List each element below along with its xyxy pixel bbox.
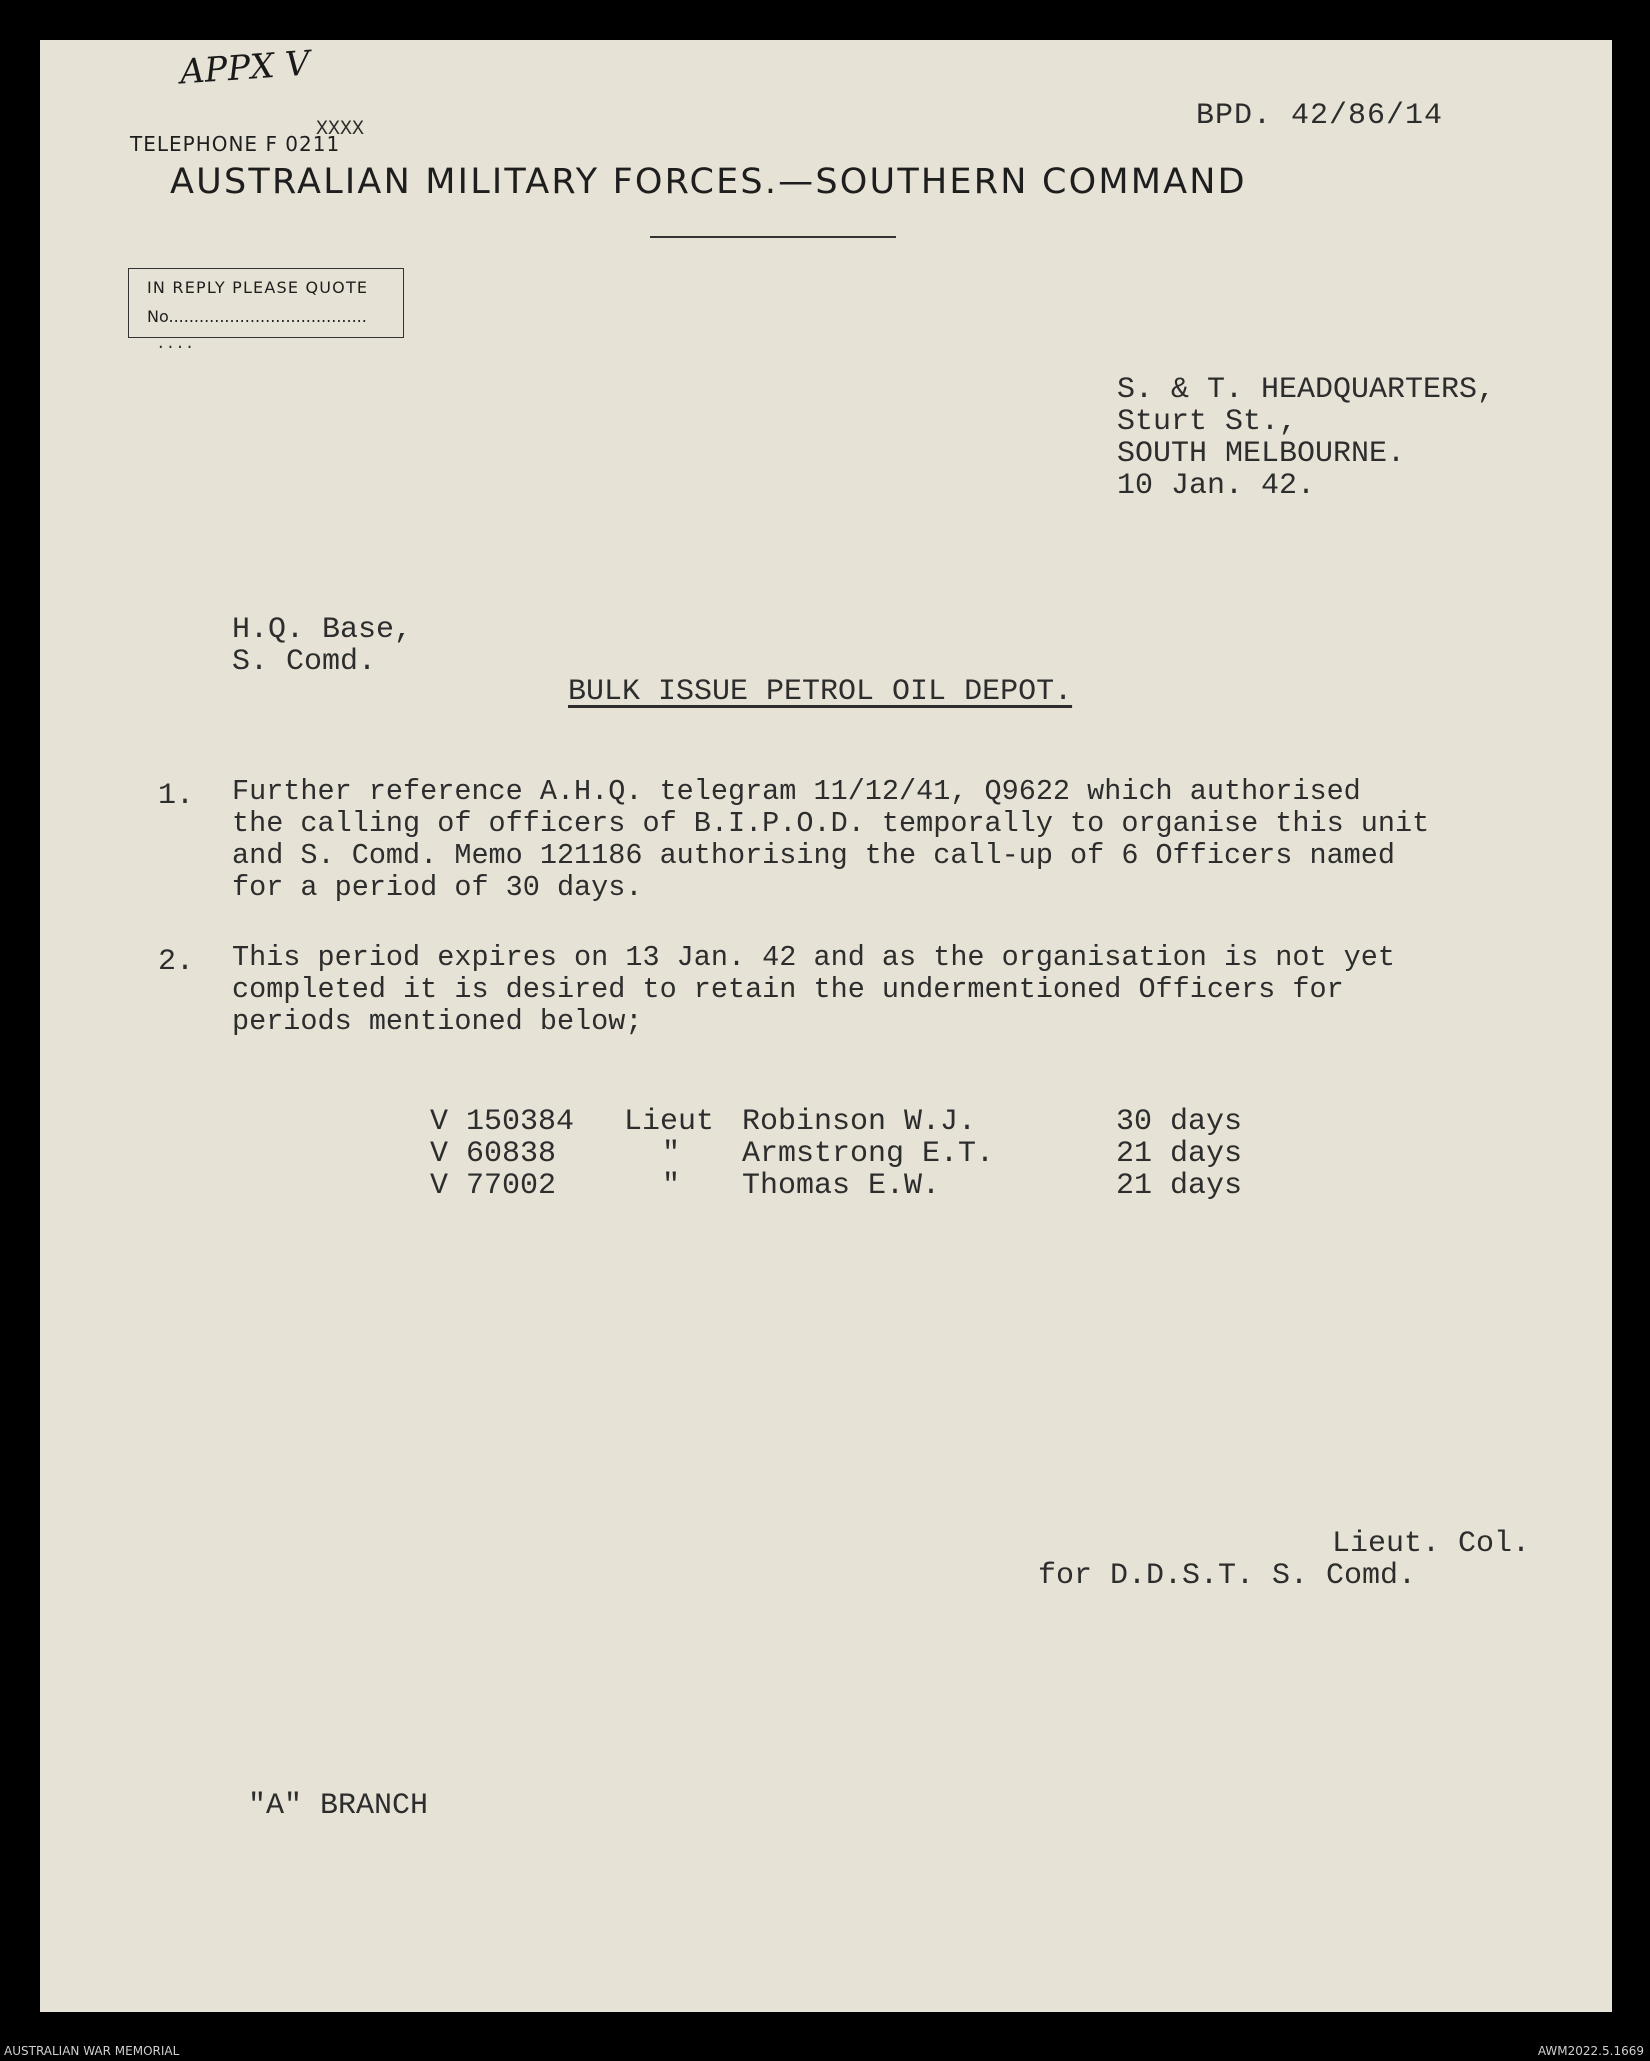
officer-number: V 60838 bbox=[430, 1137, 557, 1171]
reply-box-dots: .... bbox=[156, 335, 195, 353]
paragraph-2 bbox=[232, 942, 1395, 1038]
signature-rank: Lieut. Col. bbox=[1332, 1527, 1531, 1561]
paragraph-line: the calling of officers of B.I.P.O.D. temporally to organise this unit bbox=[232, 807, 1430, 840]
paragraph-line: and S. Comd. Memo 121186 authorising the call-up of 6 Officers named bbox=[232, 839, 1395, 872]
officer-row bbox=[40, 1138, 1440, 1170]
letterhead-title: AUSTRALIAN MILITARY FORCES.—SOUTHERN COMMAND bbox=[170, 162, 1247, 202]
telephone-overstrike: XXXX bbox=[316, 118, 365, 141]
paragraph-line: This period expires on 13 Jan. 42 and as the organisation is not yet bbox=[232, 941, 1395, 974]
paragraph-line: Further reference A.H.Q. telegram 11/12/41, Q9622 which authorised bbox=[232, 775, 1361, 808]
officer-name: Armstrong E.T. bbox=[742, 1137, 995, 1171]
officer-name: Thomas E.W. bbox=[742, 1169, 941, 1203]
officer-rank: Lieut bbox=[624, 1105, 715, 1139]
telephone-number: F 0211 bbox=[265, 132, 341, 156]
telephone-label: TELEPHONE bbox=[130, 132, 259, 156]
document-page bbox=[40, 40, 1612, 2012]
officer-rank: " bbox=[662, 1169, 681, 1203]
officer-name: Robinson W.J. bbox=[742, 1105, 977, 1139]
telephone-line bbox=[130, 132, 340, 156]
paragraph-1 bbox=[232, 776, 1429, 904]
distribution-branch: "A" BRANCH bbox=[248, 1789, 429, 1823]
paragraph-number: 1. bbox=[158, 779, 195, 813]
recipient-address bbox=[232, 614, 412, 678]
officer-period: 21 days bbox=[1116, 1137, 1243, 1171]
officer-row bbox=[40, 1106, 1440, 1138]
officer-rank: " bbox=[662, 1137, 681, 1171]
recipient-line: S. Comd. bbox=[232, 645, 377, 679]
letterhead-rule bbox=[650, 236, 896, 238]
address-line: SOUTH MELBOURNE. bbox=[1117, 437, 1406, 471]
address-line: S. & T. HEADQUARTERS, bbox=[1117, 373, 1496, 407]
officer-period: 21 days bbox=[1116, 1169, 1243, 1203]
officer-number: V 77002 bbox=[430, 1169, 557, 1203]
officer-number: V 150384 bbox=[430, 1105, 575, 1139]
reply-box-heading: IN REPLY PLEASE QUOTE bbox=[147, 278, 369, 297]
sender-address bbox=[1117, 374, 1495, 502]
officer-period: 30 days bbox=[1116, 1105, 1243, 1139]
file-reference: BPD. 42/86/14 bbox=[1196, 99, 1444, 133]
recipient-line: H.Q. Base, bbox=[232, 613, 413, 647]
officer-row bbox=[40, 1170, 1440, 1202]
footer-right: AWM2022.5.1669 bbox=[1537, 2044, 1644, 2058]
paragraph-line: periods mentioned below; bbox=[232, 1005, 643, 1038]
reply-box-number-line: No....................................... bbox=[147, 307, 367, 326]
signature-for-line: for D.D.S.T. S. Comd. bbox=[1038, 1559, 1417, 1593]
paragraph-number: 2. bbox=[158, 945, 195, 979]
handwritten-note: APPX V bbox=[178, 43, 312, 93]
address-line: Sturt St., bbox=[1117, 405, 1298, 439]
paragraph-line: completed it is desired to retain the undermentioned Officers for bbox=[232, 973, 1344, 1006]
address-date: 10 Jan. 42. bbox=[1117, 469, 1316, 503]
reply-box bbox=[128, 268, 404, 338]
subject-heading: BULK ISSUE PETROL OIL DEPOT. bbox=[568, 675, 1073, 709]
footer-left: AUSTRALIAN WAR MEMORIAL bbox=[4, 2044, 180, 2058]
paragraph-line: for a period of 30 days. bbox=[232, 871, 643, 904]
